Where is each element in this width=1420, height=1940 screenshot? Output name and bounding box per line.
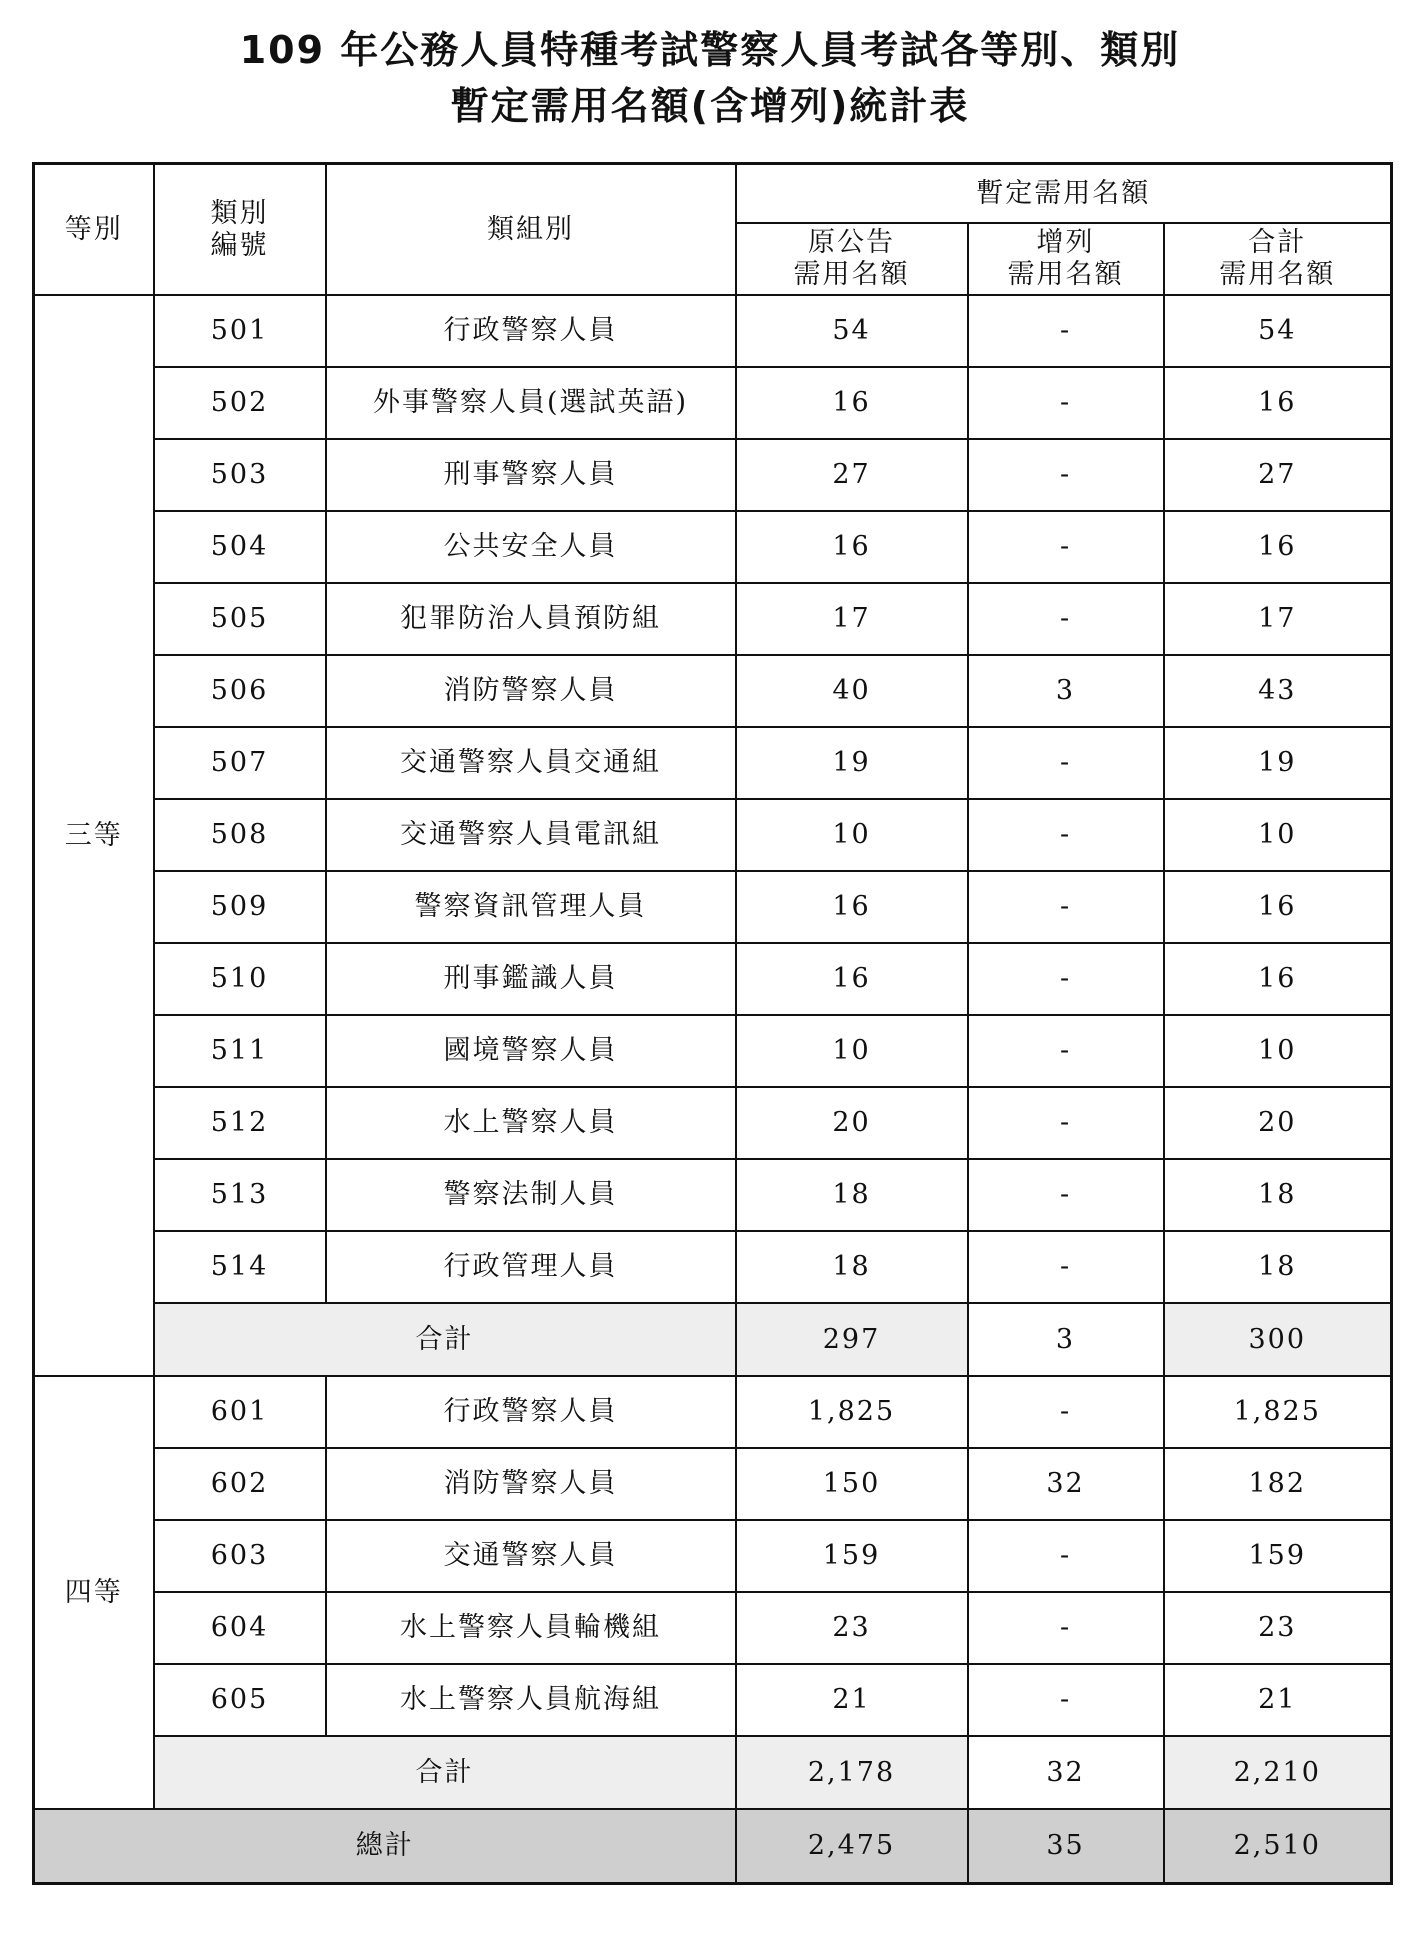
- total-quota-cell: 10: [1164, 799, 1392, 871]
- category-cell: 國境警察人員: [326, 1015, 736, 1087]
- table-row: [34, 727, 1392, 799]
- total-quota-cell: 20: [1164, 1087, 1392, 1159]
- code-cell: 502: [154, 367, 326, 439]
- total-quota-cell: 27: [1164, 439, 1392, 511]
- category-cell: 犯罪防治人員預防組: [326, 583, 736, 655]
- header-quota-group: 暫定需用名額: [736, 164, 1392, 224]
- header-category: 類組別: [326, 164, 736, 296]
- code-cell: 604: [154, 1592, 326, 1664]
- original-quota-cell: 10: [736, 799, 968, 871]
- total-quota-cell: 19: [1164, 727, 1392, 799]
- original-quota-cell: 16: [736, 511, 968, 583]
- table-row: [34, 943, 1392, 1015]
- code-cell: 512: [154, 1087, 326, 1159]
- original-quota-cell: 18: [736, 1159, 968, 1231]
- code-cell: 503: [154, 439, 326, 511]
- category-cell: 消防警察人員: [326, 1448, 736, 1520]
- subtotal-row: [34, 1736, 1392, 1809]
- subtotal-added: 3: [968, 1303, 1164, 1376]
- category-cell: 水上警察人員: [326, 1087, 736, 1159]
- table-row: [34, 1592, 1392, 1664]
- original-quota-cell: 1,825: [736, 1376, 968, 1448]
- table-row: [34, 1087, 1392, 1159]
- total-quota-cell: 159: [1164, 1520, 1392, 1592]
- added-quota-cell: -: [968, 295, 1164, 367]
- header-original-line2: 需用名額: [793, 259, 910, 290]
- header-grade: 等別: [34, 164, 154, 296]
- category-cell: 刑事鑑識人員: [326, 943, 736, 1015]
- original-quota-cell: 20: [736, 1087, 968, 1159]
- added-quota-cell: -: [968, 799, 1164, 871]
- original-quota-cell: 23: [736, 1592, 968, 1664]
- table-row: [34, 295, 1392, 367]
- code-cell: 506: [154, 655, 326, 727]
- table-row: [34, 655, 1392, 727]
- added-quota-cell: -: [968, 1520, 1164, 1592]
- header-total-line1: 合計: [1248, 227, 1307, 258]
- subtotal-added: 32: [968, 1736, 1164, 1809]
- total-quota-cell: 16: [1164, 511, 1392, 583]
- subtotal-label: 合計: [154, 1736, 736, 1809]
- title-line-1: 109 年公務人員特種考試警察人員考試各等別、類別: [239, 28, 1181, 72]
- original-quota-cell: 159: [736, 1520, 968, 1592]
- code-cell: 505: [154, 583, 326, 655]
- original-quota-cell: 27: [736, 439, 968, 511]
- code-cell: 509: [154, 871, 326, 943]
- total-quota-cell: 16: [1164, 367, 1392, 439]
- code-cell: 602: [154, 1448, 326, 1520]
- added-quota-cell: -: [968, 1231, 1164, 1303]
- table-row: [34, 1015, 1392, 1087]
- original-quota-cell: 18: [736, 1231, 968, 1303]
- code-cell: 513: [154, 1159, 326, 1231]
- category-cell: 水上警察人員航海組: [326, 1664, 736, 1736]
- code-cell: 603: [154, 1520, 326, 1592]
- header-added-line1: 增列: [1036, 227, 1095, 258]
- header-total: [1164, 223, 1392, 295]
- code-cell: 508: [154, 799, 326, 871]
- added-quota-cell: -: [968, 1376, 1164, 1448]
- original-quota-cell: 16: [736, 943, 968, 1015]
- code-cell: 507: [154, 727, 326, 799]
- code-cell: 501: [154, 295, 326, 367]
- table-row: [34, 583, 1392, 655]
- grand-total-row: [34, 1809, 1392, 1884]
- original-quota-cell: 16: [736, 367, 968, 439]
- category-cell: 消防警察人員: [326, 655, 736, 727]
- original-quota-cell: 40: [736, 655, 968, 727]
- grand-total-label: 總計: [34, 1809, 736, 1884]
- table-row: [34, 1664, 1392, 1736]
- added-quota-cell: -: [968, 439, 1164, 511]
- grand-total-original: 2,475: [736, 1809, 968, 1884]
- category-cell: 交通警察人員: [326, 1520, 736, 1592]
- original-quota-cell: 10: [736, 1015, 968, 1087]
- added-quota-cell: -: [968, 943, 1164, 1015]
- category-cell: 刑事警察人員: [326, 439, 736, 511]
- header-total-line2: 需用名額: [1219, 259, 1336, 290]
- code-cell: 514: [154, 1231, 326, 1303]
- table-row: [34, 1448, 1392, 1520]
- category-cell: 行政警察人員: [326, 1376, 736, 1448]
- total-quota-cell: 17: [1164, 583, 1392, 655]
- added-quota-cell: 3: [968, 655, 1164, 727]
- table-row: [34, 799, 1392, 871]
- code-cell: 605: [154, 1664, 326, 1736]
- grade-cell: 三等: [34, 295, 154, 1376]
- original-quota-cell: 150: [736, 1448, 968, 1520]
- total-quota-cell: 10: [1164, 1015, 1392, 1087]
- table-row: [34, 1159, 1392, 1231]
- table-row: [34, 511, 1392, 583]
- total-quota-cell: 18: [1164, 1231, 1392, 1303]
- quota-table: [32, 162, 1393, 1885]
- category-cell: 警察法制人員: [326, 1159, 736, 1231]
- code-cell: 510: [154, 943, 326, 1015]
- subtotal-row: [34, 1303, 1392, 1376]
- category-cell: 外事警察人員(選試英語): [326, 367, 736, 439]
- added-quota-cell: -: [968, 583, 1164, 655]
- added-quota-cell: 32: [968, 1448, 1164, 1520]
- subtotal-original: 2,178: [736, 1736, 968, 1809]
- header-code-line2: 編號: [210, 229, 269, 261]
- category-cell: 行政警察人員: [326, 295, 736, 367]
- total-quota-cell: 21: [1164, 1664, 1392, 1736]
- table-row: [34, 871, 1392, 943]
- table-body: [34, 164, 1392, 1884]
- header-row: [34, 164, 1392, 224]
- header-added: [968, 223, 1164, 295]
- added-quota-cell: -: [968, 367, 1164, 439]
- header-added-line2: 需用名額: [1007, 259, 1124, 290]
- total-quota-cell: 16: [1164, 871, 1392, 943]
- header-original: [736, 223, 968, 295]
- table-row: [34, 439, 1392, 511]
- original-quota-cell: 19: [736, 727, 968, 799]
- table-row: [34, 1520, 1392, 1592]
- header-code: [154, 164, 326, 296]
- total-quota-cell: 1,825: [1164, 1376, 1392, 1448]
- grand-total-total: 2,510: [1164, 1809, 1392, 1884]
- table-row: [34, 1376, 1392, 1448]
- original-quota-cell: 54: [736, 295, 968, 367]
- subtotal-label: 合計: [154, 1303, 736, 1376]
- added-quota-cell: -: [968, 1592, 1164, 1664]
- code-cell: 504: [154, 511, 326, 583]
- category-cell: 交通警察人員電訊組: [326, 799, 736, 871]
- total-quota-cell: 182: [1164, 1448, 1392, 1520]
- header-code-line1: 類別: [210, 197, 269, 229]
- category-cell: 公共安全人員: [326, 511, 736, 583]
- added-quota-cell: -: [968, 1159, 1164, 1231]
- subtotal-original: 297: [736, 1303, 968, 1376]
- subtotal-total: 2,210: [1164, 1736, 1392, 1809]
- original-quota-cell: 21: [736, 1664, 968, 1736]
- added-quota-cell: -: [968, 1087, 1164, 1159]
- category-cell: 交通警察人員交通組: [326, 727, 736, 799]
- total-quota-cell: 54: [1164, 295, 1392, 367]
- added-quota-cell: -: [968, 1664, 1164, 1736]
- original-quota-cell: 17: [736, 583, 968, 655]
- header-original-line1: 原公告: [808, 227, 895, 258]
- grade-cell: 四等: [34, 1376, 154, 1809]
- subtotal-total: 300: [1164, 1303, 1392, 1376]
- total-quota-cell: 16: [1164, 943, 1392, 1015]
- document-title: [0, 22, 1420, 134]
- added-quota-cell: -: [968, 871, 1164, 943]
- added-quota-cell: -: [968, 1015, 1164, 1087]
- grand-total-added: 35: [968, 1809, 1164, 1884]
- added-quota-cell: -: [968, 511, 1164, 583]
- code-cell: 511: [154, 1015, 326, 1087]
- category-cell: 水上警察人員輪機組: [326, 1592, 736, 1664]
- total-quota-cell: 43: [1164, 655, 1392, 727]
- category-cell: 警察資訊管理人員: [326, 871, 736, 943]
- title-line-2: 暫定需用名額(含增列)統計表: [450, 84, 970, 128]
- total-quota-cell: 18: [1164, 1159, 1392, 1231]
- table-row: [34, 367, 1392, 439]
- table-row: [34, 1231, 1392, 1303]
- code-cell: 601: [154, 1376, 326, 1448]
- total-quota-cell: 23: [1164, 1592, 1392, 1664]
- original-quota-cell: 16: [736, 871, 968, 943]
- added-quota-cell: -: [968, 727, 1164, 799]
- category-cell: 行政管理人員: [326, 1231, 736, 1303]
